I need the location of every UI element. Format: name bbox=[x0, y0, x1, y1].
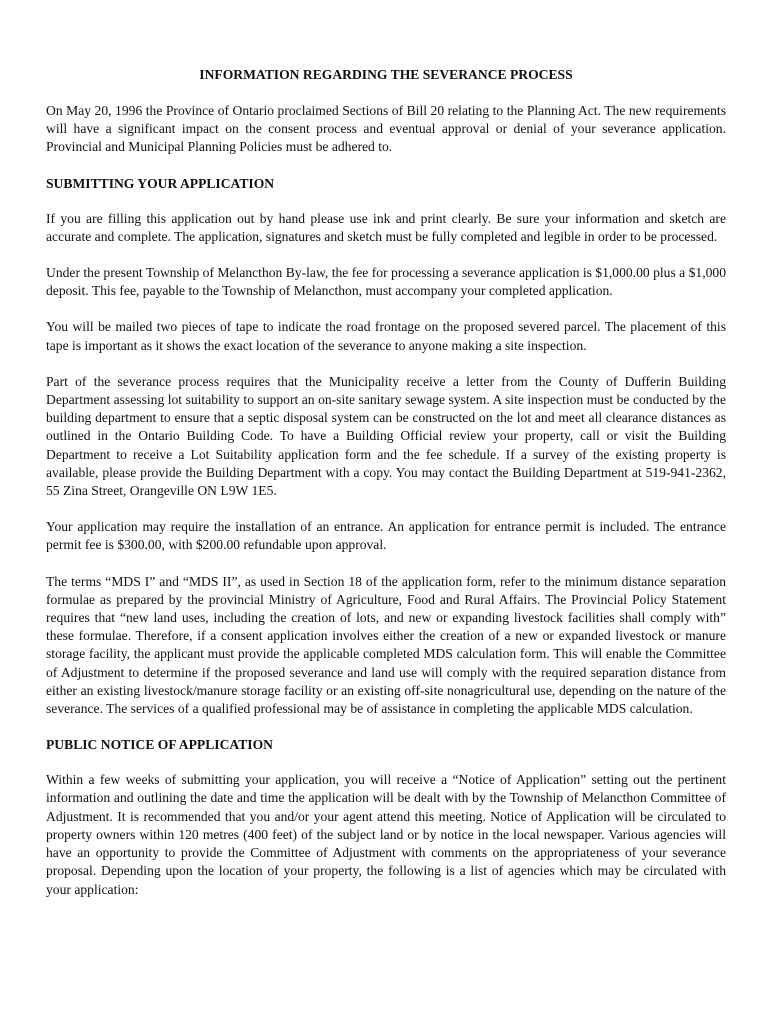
document-page bbox=[46, 66, 726, 917]
paragraph-tape: You will be mailed two pieces of tape to indicate the road frontage on the proposed severed parcel. The placement of this tape is important as it shows the exact location of the severance to anyone making a site inspection. bbox=[46, 319, 726, 353]
paragraph-notice-of-application: Within a few weeks of submitting your application, you will receive a “Notice of Application” setting out the pertinent information and outlining the date and time the application will be dealt with by the Township of Melancthon Committee of Adjustment. It is recommended that you and/or your agent attend this meeting. Notice of Application will be circulated to property owners within 120 metres (400 feet) of the subject land or by notice in the local newspaper. Various agencies will have an opportunity to provide the Committee of Adjustment with comments on the appropriateness of your severance proposal. Depending upon the location of your property, the following is a list of agencies which may be circulated with your application: bbox=[46, 772, 726, 897]
intro-paragraph: On May 20, 1996 the Province of Ontario proclaimed Sections of Bill 20 relating to the Planning Act. The new requirements will have a significant impact on the consent process and eventual approval or denial of your severance application. Provincial and Municipal Planning Policies must be adhered to. bbox=[46, 103, 726, 155]
paragraph-entrance-permit: Your application may require the installation of an entrance. An application for entrance permit is included. The entrance permit fee is $300.00, with $200.00 refundable upon approval. bbox=[46, 519, 726, 553]
section-heading-submitting: SUBMITTING YOUR APPLICATION bbox=[46, 175, 275, 191]
document-title: INFORMATION REGARDING THE SEVERANCE PROCESS bbox=[199, 67, 573, 82]
paragraph-building-department: Part of the severance process requires that the Municipality receive a letter from the County of Dufferin Building Department assessing lot suitability to support an on-site sanitary sewage system. A site inspection must be conducted by the building department to ensure that a septic disposal system can be constructed on the lot and meet all clearance distances as outlined in the Ontario Building Code. To have a Building Official review your property, call or visit the Building Department to receive a Lot Suitability application form and the fee schedule. If a survey of the existing property is available, please provide the Building Department with a copy. You may contact the Building Department at 519-941-2362, 55 Zina Street, Orangeville ON L9W 1E5. bbox=[46, 373, 726, 499]
paragraph-mds: The terms “MDS I” and “MDS II”, as used in Section 18 of the application form, refer to the minimum distance separation formulae as prepared by the provincial Ministry of Agriculture, Food and Rural Affairs. The Provincial Policy Statement requires that “new land uses, including the creation of lots, and new or expanding livestock facilities shall comply with” these formulae. Therefore, if a consent application involves either the creation of a new or expanded livestock or manure storage facility, the applicant must provide the applicable completed MDS calculation form. This will enable the Committee of Adjustment to determine if the proposed severance and land use will comply with the required separation distance from either an existing livestock/manure storage facility or an existing off-site nonagricultural use, depending on the nature of the severance. The services of a qualified professional may be of assistance in completing the applicable MDS calculation. bbox=[46, 573, 726, 717]
paragraph-fee: Under the present Township of Melancthon By-law, the fee for processing a severance application is $1,000.00 plus a $1,000 deposit. This fee, payable to the Township of Melancthon, must accompany your completed application. bbox=[46, 265, 726, 299]
section-heading-public-notice: PUBLIC NOTICE OF APPLICATION bbox=[46, 737, 273, 753]
paragraph-filling-by-hand: If you are filling this application out by hand please use ink and print clearly. Be sure your information and sketch are accurate and complete. The application, signatures and sketch must be fully completed and legible in order to be processed. bbox=[46, 210, 726, 244]
